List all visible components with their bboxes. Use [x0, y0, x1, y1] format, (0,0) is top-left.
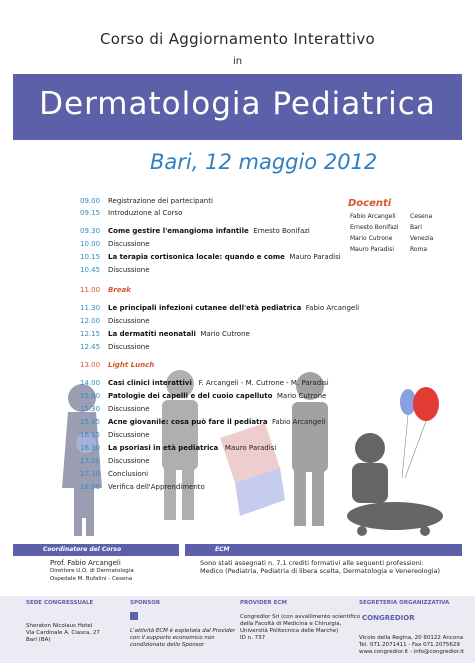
- segreteria-label: SEGRETERIA ORGANIZZATIVA: [359, 600, 450, 606]
- course-type: Corso di Aggiornamento Interattivo: [99, 30, 376, 48]
- provider-line: ID n. 737: [240, 635, 266, 641]
- schedule-row: 11.30 Le principali infezioni cutanee dell'età pediatrica Fabio Arcangeli: [80, 304, 360, 312]
- ecm-line2: Medico (Pediatria, Pediatria di libera scelta, Dermatologia e Venereologia): [200, 567, 441, 575]
- sede-label: SEDE CONGRESSUALE: [26, 600, 94, 606]
- docente-row: Fabio Arcangeli Cesena: [350, 213, 433, 220]
- schedule-row: 16.15 Discussione: [80, 431, 150, 439]
- schedule-row: 09.15 Introduzione al Corso: [80, 209, 183, 217]
- schedule-row: 10.45 Discussione: [80, 266, 150, 274]
- schedule-break: 11.00 Break: [80, 286, 131, 294]
- schedule-row: 16.30 La psoriasi in età pediatrica Mauro Paradisi: [80, 444, 277, 452]
- ecm-info: [200, 559, 440, 575]
- ecm-bar: ECM: [185, 544, 462, 556]
- docente-row: Mario Cutrone Venezia: [350, 235, 434, 242]
- schedule-row: 12.15 La dermatiti neonatali Mario Cutrone: [80, 330, 250, 338]
- sede-line: Via Cardinale A. Ciasca, 27: [26, 630, 100, 636]
- sponsor-label: SPONSOR: [130, 600, 161, 606]
- event-date: Bari, 12 maggio 2012: [150, 150, 378, 174]
- sponsor-line: con il supporto economico non: [130, 635, 215, 641]
- schedule-row: 09.30 Come gestire l'emangioma infantile Ernesto Bonifazi: [80, 227, 310, 235]
- schedule-row: 10.15 La terapia cortisonica locale: quando e come Mauro Paradisi: [80, 253, 341, 261]
- sede-line: Sheraton Nicolaus Hotel: [26, 623, 93, 629]
- coordinator-bar: Coordinatore del Corso: [13, 544, 179, 556]
- schedule-row: 15.00 Patologie dei capelli e del cuoio capelluto Mario Cutrone: [80, 392, 327, 400]
- schedule-row: 09.00 Registrazione dei partecipanti: [80, 197, 213, 205]
- sponsor-line: L'attività ECM è espletata dal Provider: [130, 628, 236, 634]
- schedule-break: 13.00 Light Lunch: [80, 361, 155, 369]
- coordinator-role: Direttore U.O. di Dermatologia: [50, 568, 134, 574]
- segreteria-info: [359, 635, 464, 656]
- sponsor-note: [130, 628, 235, 649]
- schedule-row: 12.45 Discussione: [80, 343, 150, 351]
- sponsor-logo-icon: [130, 612, 138, 620]
- schedule-row: 15.45 Acne giovanile: cosa può fare il pediatra Fabio Arcangeli: [80, 418, 326, 426]
- schedule-row: 14.00 Casi clinici interattivi F. Arcangeli - M. Cutrone - M. Paradisi: [80, 379, 329, 387]
- schedule-row: 17.00 Discussione: [80, 457, 150, 465]
- congredior-logo: CONGREDIOR: [362, 614, 415, 622]
- segreteria-line: Tel. 071.2071411 - Fax 071.2075629: [359, 642, 460, 648]
- sede-address: [26, 623, 100, 644]
- provider-info: [240, 614, 360, 642]
- segreteria-line: Vicolo della Regina, 20 60122 Ancona: [359, 635, 464, 641]
- docente-row: Mauro Paradisi Roma: [350, 246, 428, 253]
- ecm-line1: Sono stati assegnati n. 7,1 crediti formativi alle seguenti professioni:: [200, 559, 424, 567]
- course-in: in: [232, 56, 243, 67]
- docenti-title: Docenti: [348, 198, 392, 209]
- segreteria-line: www.congredior.it - info@congredior.it: [359, 649, 464, 655]
- sede-line: Bari (BA): [26, 637, 51, 643]
- coordinator-info: [50, 559, 134, 583]
- schedule-row: 10.00 Discussione: [80, 240, 150, 248]
- provider-line: Congredior Srl (con avvallimento scientifico: [240, 614, 361, 620]
- coordinator-hospital: Ospedale M. Bufalini - Cesena: [50, 576, 133, 582]
- schedule-row: 17.30 Conclusioni: [80, 470, 149, 478]
- schedule-row: 15.30 Discussione: [80, 405, 150, 413]
- coordinator-name: Prof. Fabio Arcangeli: [50, 559, 121, 567]
- provider-line: Università Politecnica delle Marche): [240, 628, 339, 634]
- provider-label: PROVIDER ECM: [240, 600, 287, 606]
- provider-line: della Facoltà di Medicina e Chirurgia,: [240, 621, 342, 627]
- page-title: Dermatologia Pediatrica: [39, 86, 436, 122]
- docente-row: Ernesto Bonifazi Bari: [350, 224, 422, 231]
- schedule-row: 12.00 Discussione: [80, 317, 150, 325]
- sponsor-line: condizionato dello Sponsor: [130, 642, 205, 648]
- schedule-row: 18.00 Verifica dell'Apprendimento: [80, 483, 205, 491]
